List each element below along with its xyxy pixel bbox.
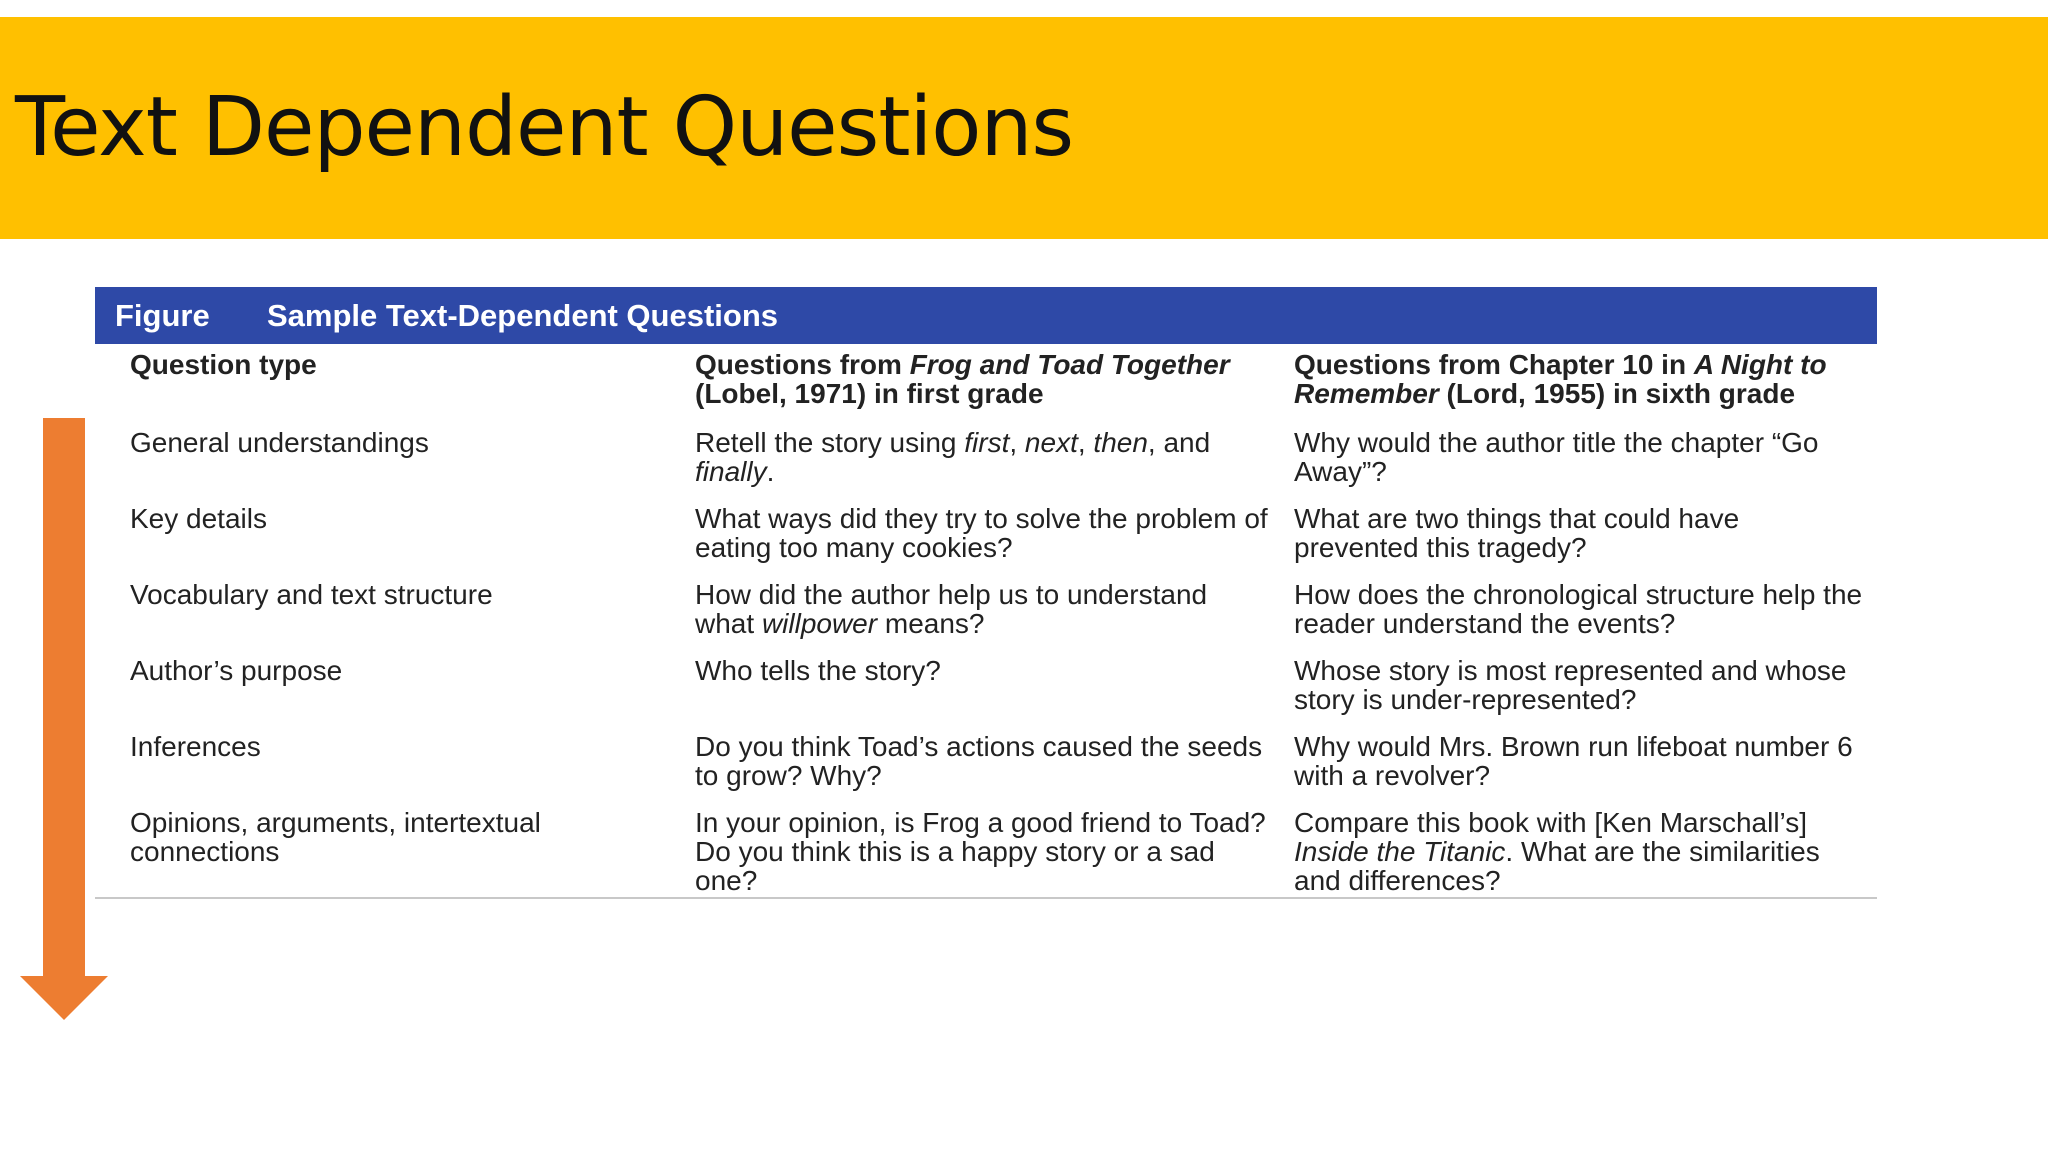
text: Do you think this is a happy story or a sad one? (695, 836, 1215, 896)
question-type: General understandings (130, 427, 429, 458)
header-text: (Lobel, 1971) in first grade (695, 378, 1044, 409)
header-text: (Lord, 1955) in sixth grade (1438, 378, 1796, 409)
column-header-grade1 (695, 344, 1294, 428)
table-row (95, 808, 1877, 897)
grade6-question: What are two things that could have prevented this tragedy? (1294, 503, 1740, 563)
question-type: Opinions, arguments, intertextual connections (130, 807, 541, 867)
book-title: Frog and Toad Together (909, 349, 1230, 380)
sample-questions-figure (95, 287, 1877, 899)
text: , (1077, 427, 1094, 458)
grade6-question: Whose story is most represented and whose story is under-represented? (1294, 655, 1847, 715)
figure-title: Sample Text-Dependent Questions (267, 298, 779, 333)
header-text: Questions from Chapter 10 in (1294, 349, 1694, 380)
grade1-question: Do you think Toad’s actions caused the seeds to grow? Why? (695, 731, 1263, 791)
grade1-question (695, 428, 1294, 504)
text: In your opinion, is Frog a good friend to Toad? (695, 807, 1266, 838)
table-row (95, 504, 1877, 580)
grade1-question: Who tells the story? (695, 655, 941, 686)
text: willpower (761, 608, 878, 639)
question-type: Inferences (130, 731, 261, 762)
table-row (95, 732, 1877, 808)
column-header-grade6 (1294, 344, 1877, 428)
slide-title: Text Dependent Questions (15, 80, 1074, 175)
text: then (1093, 427, 1148, 458)
text: Inside the Titanic (1294, 836, 1506, 867)
book-title: A Night to Remember (1294, 349, 1827, 409)
text: first (964, 427, 1010, 458)
grade6-question: Why would the author title the chapter “Go Away”? (1294, 427, 1819, 487)
figure-header (95, 287, 1877, 344)
text: How did the author help us to understand what (695, 579, 1208, 639)
question-type: Key details (130, 503, 267, 534)
column-header-question-type: Question type (130, 349, 317, 380)
text: means? (877, 608, 985, 639)
table-row (95, 656, 1877, 732)
text: , (1009, 427, 1025, 458)
grade1-question: What ways did they try to solve the problem of eating too many cookies? (695, 503, 1268, 563)
bottom-rule (95, 897, 1877, 899)
header-text: Questions from (695, 349, 910, 380)
text: Retell the story using (695, 427, 965, 458)
question-type: Author’s purpose (130, 655, 343, 686)
text: . (766, 456, 775, 487)
table-row (95, 580, 1877, 656)
text: Compare this book with [Ken Marschall’s] (1294, 807, 1808, 838)
question-type: Vocabulary and text structure (130, 579, 493, 610)
text: finally (695, 456, 767, 487)
figure-label: Figure (115, 298, 210, 333)
table-header-row (95, 344, 1877, 428)
grade1-question (695, 580, 1294, 656)
grade1-question (695, 808, 1294, 897)
grade6-question (1294, 808, 1877, 897)
text: next (1024, 427, 1078, 458)
text: , and (1147, 427, 1211, 458)
questions-table (95, 344, 1877, 897)
grade6-question: How does the chronological structure help the reader understand the events? (1294, 579, 1863, 639)
table-row (95, 428, 1877, 504)
grade6-question: Why would Mrs. Brown run lifeboat number 6 with a revolver? (1294, 731, 1853, 791)
text: . What are the similarities and differences? (1294, 836, 1820, 896)
